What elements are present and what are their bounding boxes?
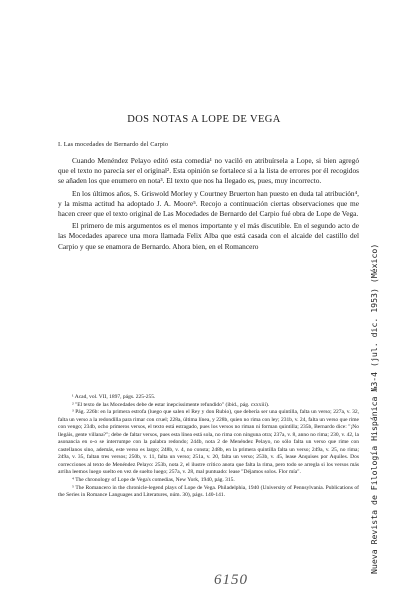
footnote: ³ Pág. 226b: en la primera estrofa (luego que salen el Rey y don Rubio), que debería ser una quintilla, falta un verso; 227a, v. 32, falta un verso a la redondilla para rimar con cruel; 228a, última línea, y 228b, quien no rima con ley; 231b, v. 24, falta un verso que rime con vengo; 234b, ocho primeros versos, el texto está estragado, pues los versos no riman ni forman quintilla; 235b, Bernardo dice: "¡No llegáis, gente villana?"; debe de faltar versos, pues esta línea está sola, no rima con ninguna otra; 237a, v. 8, anno no rima; 230, v. 42, la asonancia en o-o se interrumpe con la palabra redondo; 244b, nota 2 de Menéndez Pelayo, no sólo falta un verso que rime con castellanos sino, además, este verso es largo; 248b, v. 4, no consta; 248b, en la primera quintilla falta un verso; 249a, v. 25, no rima; 249a, v. 35, faltan tres versos; 250b, v. 11, falta un verso; 251a, v. 20, falta un verso; 253b, v. 45, lease Anquises por Aquiles. Dos correcciones al texto de Menéndez Pelayo: 253b, nota 2, el ilustre crítico anota que falta la rima, pero todo se arregla si los versos más arriba leemos luego suelto en vez de suelto luego; 257a, v. 28, mal puntuado: lease "Déjamos solos. Flor mía". [58,409,359,476]
footnote: ¹ Acad, vol. VII, 1897, págs. 225-255. [72,394,156,400]
footnote: ⁵ The Romancero in the chronicle-legend plays of Lope de Vega. Philadelphia, 1940 (University of Pennsylvania. Publications of the Series in Romance Languages and Literatures, núm. 30), págs. 140-141. [58,484,359,499]
footnote: ⁴ The chronology of Lope de Vega's comedias, New York, 1940, pág. 315. [72,477,235,484]
article-title: DOS NOTAS A LOPE DE VEGA [127,114,281,125]
article-body [58,156,359,254]
body-paragraph: En los últimos años, S. Griswold Morley y Courtney Bruerton han puesto en duda tal atribución⁴, y la misma actitud ha adoptado J. A. Moore⁵. Recojo a continuación ciertas observaciones que me hacen creer que el texto original de Las Mocedades de Bernardo del Carpio fué obra de Lope de Vega. [58,188,359,219]
handwritten-number: 6150 [214,572,248,588]
journal-stamp: Nueva Revista de Filología Hispánica №3-4 (jul. dic. 1953) (México) [369,243,379,574]
body-paragraph: Cuando Menéndez Pelayo editó esta comedia¹ no vaciló en atribuírsela a Lope, si bien agregó que el texto no parecía ser el original². Esta opinión se fortalece si a la lista de errores por él recogidos se añaden los que enumero en nota³. El texto que nos ha llegado es, pues, muy incorrecto. [58,156,359,186]
section-heading: I. Las mocedades de Bernardo del Carpio [58,141,169,148]
body-paragraph: El primero de mis argumentos es el menos importante y el más discutible. En el segundo acto de las Mocedades aparece una mora llamada Felix Alba que está casada con el alcaide del castillo del Carpio y que se enamora de Bernardo. Ahora bien, en el Romancero [58,221,359,251]
footnote: ² "El texto de las Mocedades debe de estar inepcissimente refundido" (ibid., pág. cxxxiii). [72,401,270,408]
footnotes [58,394,359,500]
